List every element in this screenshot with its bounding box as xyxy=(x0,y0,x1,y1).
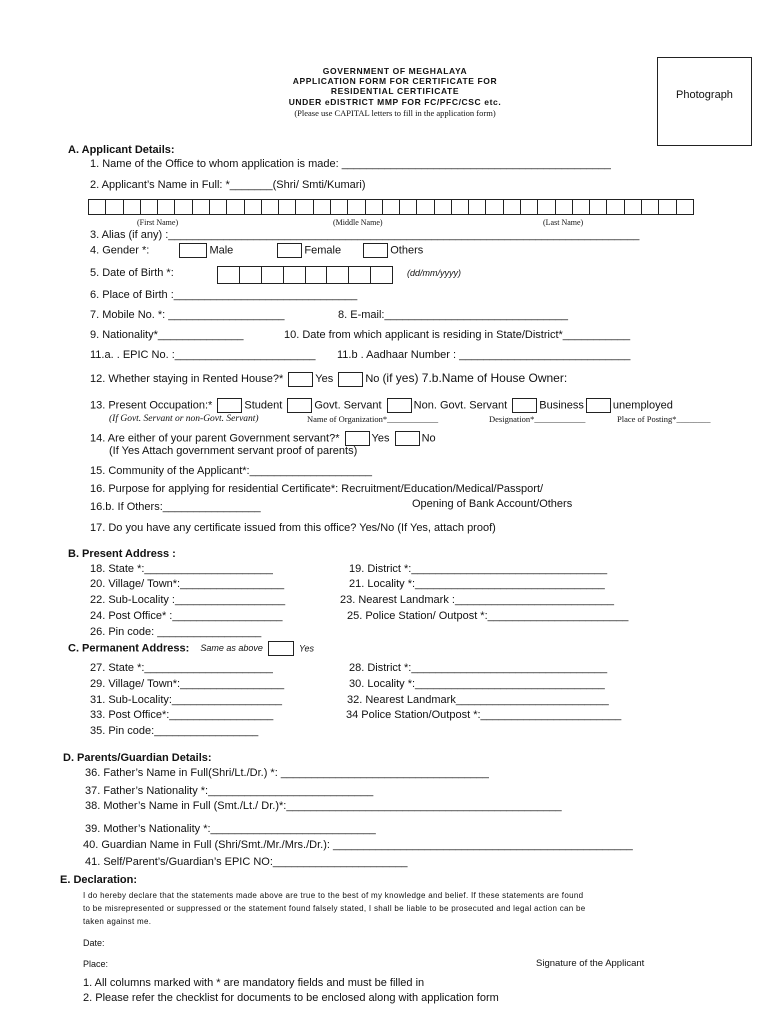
same-as-above-checkbox[interactable] xyxy=(268,641,294,656)
mobile-field[interactable]: 7. Mobile No. *: ___________________ xyxy=(90,309,285,321)
epic-no-field[interactable]: 41. Self/Parent’s/Guardian’s EPIC NO:______________________ xyxy=(85,856,408,868)
nationality-field[interactable]: 9. Nationality*______________ xyxy=(90,329,244,341)
gender-row xyxy=(90,243,423,258)
header-title: GOVERNMENT OF MEGHALAYA xyxy=(322,66,468,76)
header-note: (Please use CAPITAL letters to fill in the application form) xyxy=(294,108,496,118)
first-name-caption: (First Name) xyxy=(137,218,179,227)
rented-yes-label: Yes xyxy=(315,373,334,385)
permanent-district-field[interactable]: 28. District *:________________________________ xyxy=(349,662,608,674)
dob-format-hint: (dd/mm/yyyy) xyxy=(407,268,461,278)
occupation-unemployed-label: unemployed xyxy=(612,399,673,412)
place-of-posting-field[interactable]: Place of Posting*________ xyxy=(617,414,711,424)
place-field[interactable]: Place: xyxy=(83,959,109,969)
occupation-student-checkbox[interactable] xyxy=(217,398,242,413)
rented-no-label: No xyxy=(365,373,380,385)
date-field[interactable]: Date: xyxy=(83,938,105,948)
rented-house-row xyxy=(90,371,567,387)
parent-govt-no-label: No xyxy=(421,432,436,445)
gender-others-label: Others xyxy=(390,244,424,257)
section-e-title: E. Declaration: xyxy=(60,874,138,886)
permanent-locality-field[interactable]: 30. Locality *:_______________________________ xyxy=(349,678,605,690)
residing-date-field[interactable]: 10. Date from which applicant is residing in State/District*___________ xyxy=(284,329,631,341)
occupation-nongovt-checkbox[interactable] xyxy=(387,398,412,413)
email-field[interactable]: 8. E-mail:______________________________ xyxy=(338,309,568,321)
parent-govt-row xyxy=(90,431,436,446)
photograph-box[interactable] xyxy=(657,57,752,146)
applicant-name-grid[interactable] xyxy=(88,199,694,215)
gender-male-checkbox[interactable] xyxy=(179,243,207,258)
purpose-continued: Opening of Bank Account/Others xyxy=(412,498,573,510)
occupation-unemployed-checkbox[interactable] xyxy=(586,398,611,413)
declaration-text-line2: to be misrepresented or suppressed or the statement found falsely stated, I shall be liable to be prosecuted and legal action can be xyxy=(83,904,586,913)
declaration-text-line1: I do hereby declare that the statements made above are true to the best of my knowledge and belief. If these statements are found xyxy=(83,891,584,900)
same-as-above-yes: Yes xyxy=(298,643,314,654)
occupation-business-checkbox[interactable] xyxy=(512,398,537,413)
present-district-field[interactable]: 19. District *:________________________________ xyxy=(349,563,608,575)
mother-name-field[interactable]: 38. Mother’s Name in Full (Smt./Lt./ Dr.)*:_____________________________________________ xyxy=(85,800,562,812)
parent-govt-label: 14. Are either of your parent Government servant?* xyxy=(90,432,340,445)
middle-name-caption: (Middle Name) xyxy=(333,218,383,227)
present-locality-field[interactable]: 21. Locality *:_______________________________ xyxy=(349,578,605,590)
present-postoffice-field[interactable]: 24. Post Office* :__________________ xyxy=(90,610,283,622)
parent-govt-yes-checkbox[interactable] xyxy=(345,431,370,446)
epic-field[interactable]: 11.a. . EPIC No. :_______________________ xyxy=(90,349,316,361)
parent-govt-yes-label: Yes xyxy=(371,432,390,445)
occupation-label: 13. Present Occupation:* xyxy=(90,399,213,412)
certificate-issued-question: 17. Do you have any certificate issued from this office? Yes/No (If Yes, attach proof) xyxy=(90,522,496,534)
house-owner-label: (if yes) 7.b.Name of House Owner: xyxy=(382,371,568,385)
present-landmark-field[interactable]: 23. Nearest Landmark :__________________________ xyxy=(340,594,615,606)
community-field[interactable]: 15. Community of the Applicant*:____________________ xyxy=(90,465,372,477)
present-pincode-field[interactable]: 26. Pin code: _________________ xyxy=(90,626,262,638)
occupation-govt-label: Govt. Servant xyxy=(314,399,382,412)
place-of-birth-field[interactable]: 6. Place of Birth :______________________________ xyxy=(90,289,358,301)
signature-label: Signature of the Applicant xyxy=(536,958,645,969)
permanent-sublocality-field[interactable]: 31. Sub-Locality:__________________ xyxy=(90,694,283,706)
section-b-title: B. Present Address : xyxy=(68,548,176,560)
occupation-note: (If Govt. Servant or non-Govt. Servant) xyxy=(109,414,259,424)
present-state-field[interactable]: 18. State *:_____________________ xyxy=(90,563,273,575)
permanent-police-field[interactable]: 34 Police Station/Outpost *:_______________________ xyxy=(346,709,622,721)
rented-house-label: 12. Whether staying in Rented House?* xyxy=(90,373,284,385)
office-name-field[interactable]: 1. Name of the Office to whom application is made: ____________________________________________ xyxy=(90,158,611,170)
applicant-name-label: 2. Applicant’s Name in Full: *_______(Shri/ Smti/Kumari) xyxy=(90,179,366,191)
mother-nationality-field[interactable]: 39. Mother’s Nationality *:___________________________ xyxy=(85,823,376,835)
alias-field[interactable]: 3. Alias (if any) :_____________________________________________________________________________ xyxy=(90,229,640,241)
guardian-name-field[interactable]: 40. Guardian Name in Full (Shri/Smt./Mr./Mrs./Dr.): _________________________________________________ xyxy=(83,839,633,851)
dob-label: 5. Date of Birth *: xyxy=(90,267,174,279)
occupation-row xyxy=(90,398,673,413)
occupation-nongovt-label: Non. Govt. Servant xyxy=(413,399,508,412)
gender-female-label: Female xyxy=(304,244,342,257)
present-sublocality-field[interactable]: 22. Sub-Locality :__________________ xyxy=(90,594,286,606)
photograph-label: Photograph xyxy=(676,89,733,101)
gender-label: 4. Gender *: xyxy=(90,244,150,257)
gender-female-checkbox[interactable] xyxy=(277,243,302,258)
header-subtitle: UNDER eDISTRICT MMP FOR FC/PFC/CSC etc. xyxy=(288,97,502,107)
same-as-above-label: Same as above xyxy=(200,643,263,654)
dob-boxes[interactable] xyxy=(217,266,393,284)
occupation-student-label: Student xyxy=(244,399,283,412)
permanent-postoffice-field[interactable]: 33. Post Office*:_________________ xyxy=(90,709,274,721)
organization-field[interactable]: Name of Organization*____________ xyxy=(307,414,439,424)
present-police-field[interactable]: 25. Police Station/ Outpost *:_______________________ xyxy=(347,610,629,622)
gender-others-checkbox[interactable] xyxy=(363,243,388,258)
section-a-title: A. Applicant Details: xyxy=(68,144,175,156)
last-name-caption: (Last Name) xyxy=(543,218,584,227)
occupation-govt-checkbox[interactable] xyxy=(287,398,312,413)
permanent-village-field[interactable]: 29. Village/ Town*:_________________ xyxy=(90,678,285,690)
permanent-pincode-field[interactable]: 35. Pin code:_________________ xyxy=(90,725,259,737)
permanent-address-row xyxy=(68,641,314,656)
father-nationality-field[interactable]: 37. Father’s Nationality *:___________________________ xyxy=(85,785,374,797)
section-d-title: D. Parents/Guardian Details: xyxy=(63,752,212,764)
rented-yes-checkbox[interactable] xyxy=(288,372,313,387)
designation-field[interactable]: Designation*____________ xyxy=(489,414,586,424)
purpose-others-field[interactable]: 16.b. If Others:________________ xyxy=(90,501,261,513)
header-subtitle: RESIDENTIAL CERTIFICATE xyxy=(330,86,460,96)
note-checklist: 2. Please refer the checklist for documents to be enclosed along with application form xyxy=(83,992,499,1004)
permanent-state-field[interactable]: 27. State *:_____________________ xyxy=(90,662,273,674)
present-village-field[interactable]: 20. Village/ Town*:_________________ xyxy=(90,578,285,590)
declaration-text-line3: taken against me. xyxy=(83,917,152,926)
purpose-label: 16. Purpose for applying for residential Certificate*: Recruitment/Education/Medical/Passport/ xyxy=(90,483,544,495)
parent-govt-note: (If Yes Attach government servant proof of parents) xyxy=(109,445,358,457)
father-name-field[interactable]: 36. Father’s Name in Full(Shri/Lt./Dr.) *: __________________________________ xyxy=(85,767,489,779)
occupation-business-label: Business xyxy=(539,399,584,412)
note-mandatory: 1. All columns marked with * are mandatory fields and must be filled in xyxy=(83,977,425,989)
permanent-landmark-field[interactable]: 32. Nearest Landmark_________________________ xyxy=(347,694,609,706)
rented-no-checkbox[interactable] xyxy=(338,372,363,387)
gender-male-label: Male xyxy=(209,244,234,257)
parent-govt-no-checkbox[interactable] xyxy=(395,431,420,446)
aadhaar-field[interactable]: 11.b . Aadhaar Number : ____________________________ xyxy=(337,349,631,361)
header-subtitle: APPLICATION FORM FOR CERTIFICATE FOR xyxy=(292,76,498,86)
section-c-title: C. Permanent Address: xyxy=(68,642,190,655)
